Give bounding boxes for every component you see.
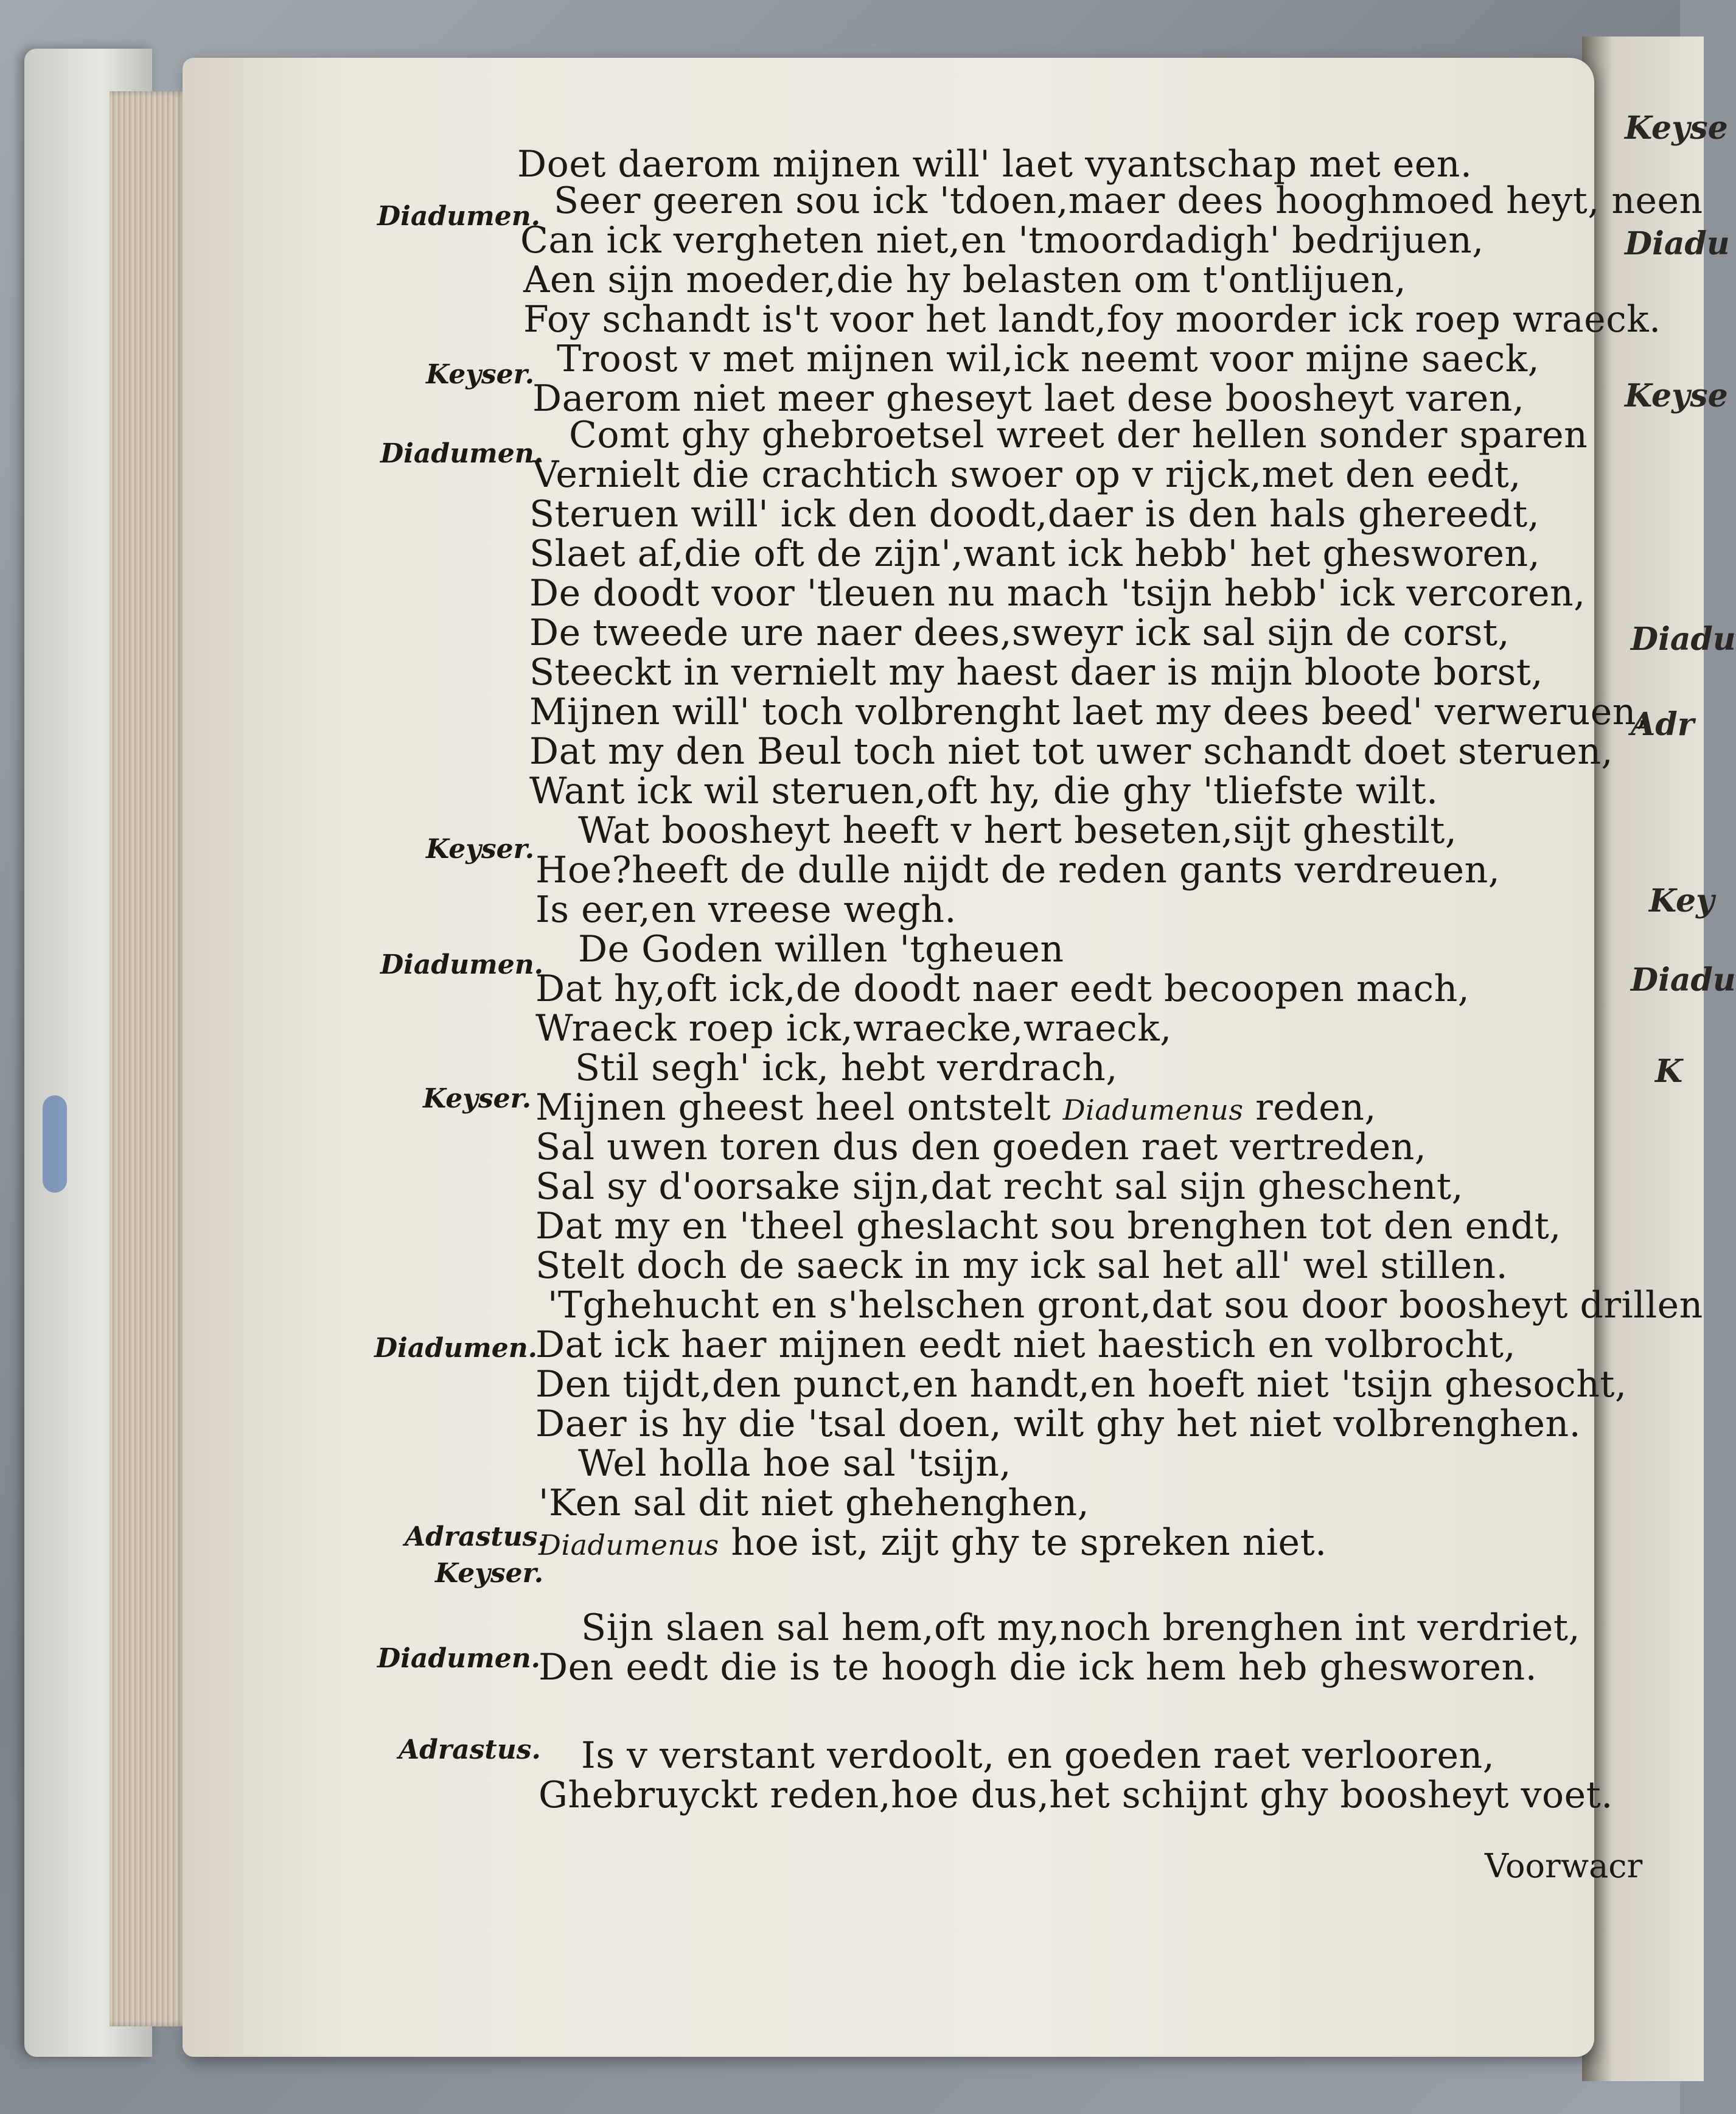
verse-line: Can ick vergheten niet,en 'tmoordadigh' bedrijuen,	[520, 219, 1484, 262]
verse-line: Den eedt die is te hoogh die ick hem heb ghesworen.	[539, 1646, 1538, 1689]
verse-line: Vernielt die crachtich swoer op v rijck,met den eedt,	[532, 453, 1521, 496]
speaker-label: Keyser.	[426, 834, 535, 865]
facing-fragment: Keyse	[1625, 377, 1728, 414]
verse-line: Dat my den Beul toch niet tot uwer schandt doet steruen,	[529, 730, 1614, 773]
verse-line: Sal uwen toren dus den goeden raet vertreden,	[535, 1126, 1427, 1168]
verse-line: Den tijdt,den punct,en handt,en hoeft niet 'tsijn ghesocht,	[535, 1363, 1627, 1406]
facing-fragment: Keyse	[1625, 110, 1728, 147]
facing-fragment: Key	[1649, 882, 1715, 919]
verse-line: Comt ghy ghebroetsel wreet der hellen sonder sparen	[569, 414, 1588, 456]
verse-line: Daerom niet meer gheseyt laet dese boosheyt varen,	[532, 377, 1525, 420]
speaker-label: Diadumen.	[380, 438, 543, 469]
verse-line	[535, 1086, 1376, 1129]
verse-line: Troost v met mijnen wil,ick neemt voor mijne saeck,	[557, 338, 1540, 380]
verse-line: Dat my en 'theel gheslacht sou brenghen tot den endt,	[535, 1205, 1561, 1247]
verse-line: Steeckt in vernielt my haest daer is mijn bloote borst,	[529, 651, 1543, 694]
facing-fragment: Diadu	[1631, 961, 1736, 999]
verse-line: Slaet af,die oft de zijn',want ick hebb' het ghesworen,	[529, 532, 1541, 575]
verse-line: 'Ken sal dit niet ghehenghen,	[539, 1482, 1090, 1524]
verse-line: Is eer,en vreese wegh.	[535, 888, 957, 931]
speaker-label: Diadumen.	[377, 1643, 540, 1674]
verse-line: Seer geeren sou ick 'tdoen,maer dees hooghmoed heyt, neen	[554, 180, 1703, 222]
verse-line: De doodt voor 'tleuen nu mach 'tsijn hebb' ick vercoren,	[529, 572, 1586, 615]
verse-line: Dat ick haer mijnen eedt niet haestich en volbrocht,	[535, 1324, 1516, 1366]
verse-line: Wraeck roep ick,wraecke,wraeck,	[535, 1007, 1172, 1050]
speaker-label: Adrastus.	[405, 1521, 547, 1552]
verse-line: Stil segh' ick, hebt verdrach,	[575, 1047, 1118, 1089]
verse-line: Stelt doch de saeck in my ick sal het all' wel stillen.	[535, 1244, 1508, 1287]
verse-line: Steruen will' ick den doodt,daer is den hals ghereedt,	[529, 493, 1540, 535]
verse-line: Hoe?heeft de dulle nijdt de reden gants verdreuen,	[535, 849, 1501, 891]
verse-line: Sijn slaen sal hem,oft my,noch brenghen int verdriet,	[581, 1606, 1581, 1649]
verse-line	[539, 1521, 1327, 1564]
verse-line: Is v verstant verdoolt, en goeden raet verlooren,	[581, 1734, 1495, 1777]
verse-line: Ghebruyckt reden,hoe dus,het schijnt ghy boosheyt voet.	[539, 1774, 1613, 1816]
speaker-label: Diadumen.	[377, 201, 540, 232]
verse-line: De Goden willen 'tgheuen	[578, 928, 1064, 971]
speaker-label: Diadumen.	[380, 949, 543, 980]
facing-fragment: Diadu	[1631, 621, 1736, 658]
verse-line: Foy schandt is't voor het landt,foy moorder ick roep wraeck.	[523, 298, 1661, 341]
ink-stain	[43, 1095, 67, 1193]
speaker-label: Keyser.	[426, 359, 535, 390]
verse-line: Mijnen will' toch volbrenght laet my dees beed' verweruen,	[529, 691, 1648, 733]
facing-fragment: Adr	[1631, 706, 1695, 743]
inline-name: Diadumenus	[1062, 1094, 1244, 1126]
verse-line: Doet daerom mijnen will' laet vyantschap met een.	[517, 143, 1473, 186]
speaker-label: Keyser.	[423, 1083, 532, 1114]
verse-line: Dat hy,oft ick,de doodt naer eedt becoopen mach,	[535, 968, 1470, 1010]
verse-text: reden,	[1255, 1086, 1376, 1129]
verse-line: Wat boosheyt heeft v hert beseten,sijt ghestilt,	[578, 809, 1457, 852]
verse-line: De tweede ure naer dees,sweyr ick sal sijn de corst,	[529, 612, 1510, 654]
speaker-label: Keyser.	[435, 1558, 544, 1589]
facing-fragment: Diadu	[1625, 225, 1730, 262]
catchword: Voorwacr	[1485, 1847, 1643, 1885]
verse-line: 'Tghehucht en s'helschen gront,dat sou door boosheyt drillen	[548, 1284, 1703, 1327]
speaker-label: Adrastus.	[399, 1734, 541, 1765]
verse-line: Want ick wil steruen,oft hy, die ghy 'tliefste wilt.	[529, 770, 1438, 812]
verse-text: hoe ist, zijt ghy te spreken niet.	[731, 1521, 1327, 1564]
facing-fragment: K	[1655, 1053, 1683, 1090]
inline-name: Diadumenus	[539, 1529, 719, 1561]
verse-line: Daer is hy die 'tsal doen, wilt ghy het niet volbrenghen.	[535, 1403, 1581, 1445]
verse-line: Wel holla hoe sal 'tsijn,	[578, 1442, 1012, 1485]
verse-line: Sal sy d'oorsake sijn,dat recht sal sijn gheschent,	[535, 1165, 1464, 1208]
speaker-label: Diadumen.	[374, 1333, 537, 1364]
verse-text: Mijnen gheest heel ontstelt	[535, 1086, 1051, 1129]
verse-line: Aen sijn moeder,die hy belasten om t'ontlijuen,	[523, 259, 1407, 301]
